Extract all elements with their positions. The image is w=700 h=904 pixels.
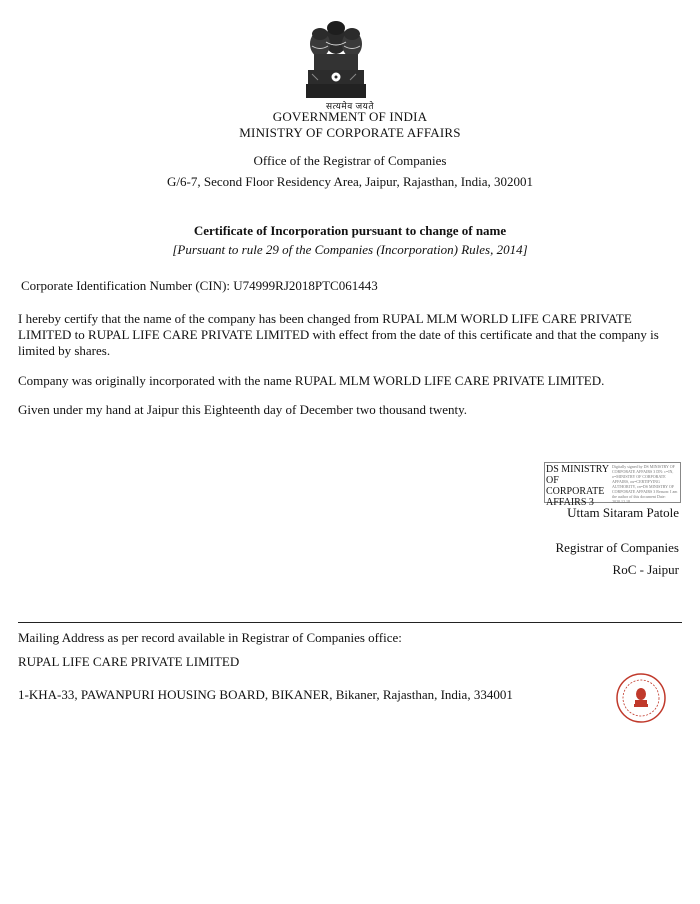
mailing-address: 1-KHA-33, PAWANPURI HOUSING BOARD, BIKANER, Bikaner, Rajasthan, India, 334001 <box>18 687 513 702</box>
registrar-office-address: G/6-7, Second Floor Residency Area, Jaipur, Rajasthan, India, 302001 <box>167 174 533 189</box>
certificate-title: Certificate of Incorporation pursuant to change of name <box>193 223 507 238</box>
signatory-designation: Registrar of Companies <box>555 540 679 555</box>
cin-line: Corporate Identification Number (CIN): U74999RJ2018PTC061443 <box>21 278 378 293</box>
original-name-paragraph: Company was originally incorporated with the name RUPAL MLM WORLD LIFE CARE PRIVATE LIMITED. <box>18 373 605 388</box>
official-seal-icon <box>615 672 667 724</box>
government-heading: GOVERNMENT OF INDIA <box>272 109 428 124</box>
ministry-heading: MINISTRY OF CORPORATE AFFAIRS <box>239 125 461 140</box>
mailing-address-label: Mailing Address as per record available in Registrar of Companies office: <box>18 630 402 645</box>
signatory-name: Uttam Sitaram Patole <box>567 505 679 520</box>
national-emblem-icon <box>290 12 382 104</box>
signatory-office: RoC - Jaipur <box>612 562 679 577</box>
certificate-subtitle: [Pursuant to rule 29 of the Companies (Incorporation) Rules, 2014] <box>172 242 528 257</box>
digital-signature-label: DS MINISTRY OF CORPORATE AFFAIRS 3 <box>546 464 609 508</box>
mailing-company-name: RUPAL LIFE CARE PRIVATE LIMITED <box>18 654 240 669</box>
emblem-motto: सत्यमेव जयते <box>325 101 375 111</box>
registrar-office: Office of the Registrar of Companies <box>253 153 447 168</box>
section-divider <box>18 622 682 623</box>
certification-paragraph: I hereby certify that the name of the company has been changed from RUPAL MLM WORLD LIFE CARE PRIVATE LIMITED to RUPAL LIFE CARE PRIVATE LIMITED with effect from the date of this certificate and that the company is limited by shares. <box>18 311 659 358</box>
given-under-hand-paragraph: Given under my hand at Jaipur this Eighteenth day of December two thousand twenty. <box>18 402 467 417</box>
digital-signature-details: Digitally signed by DS MINISTRY OF CORPORATE AFFAIRS 3 DN: c=IN, o=MINISTRY OF CORPORATE AFFAIRS, ou=CERTIFYING AUTHORITY, cn=DS MINISTRY OF CORPORATE AFFAIRS 3 Reason: I am the author of this document Date: 2020.12.18 <box>612 464 678 504</box>
